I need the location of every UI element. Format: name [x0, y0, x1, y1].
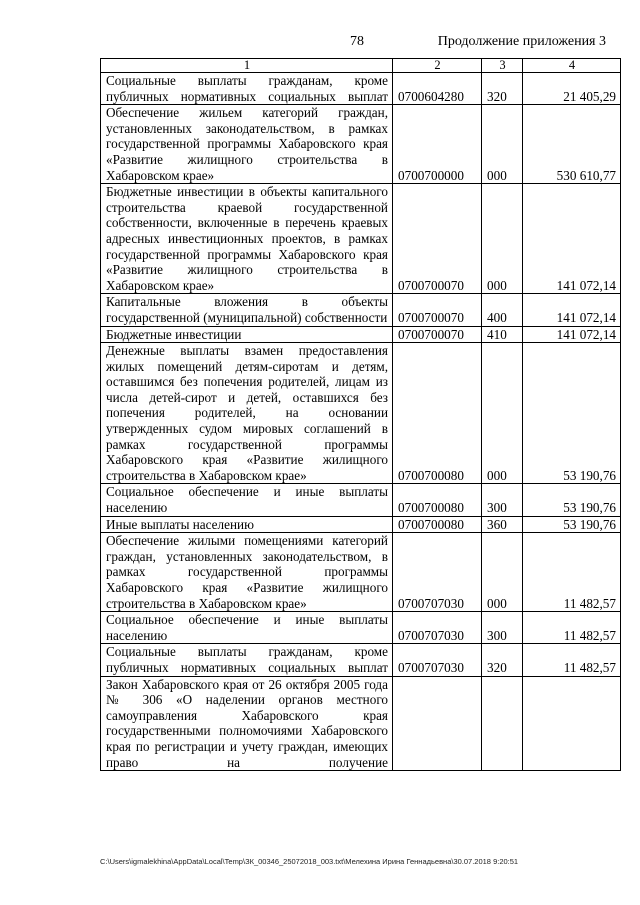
row-name: Денежные выплаты взамен предоставления жилых помещений детям-сиротам и детям, оставшимся без попечения родителей, лицам из числа детей-сирот и детей, оставшихся без попечения родителей, на основании утвержденных судом мировых соглашений в рамках государственной программы Хабаровского края «Развитие жилищного строительства в Хабаровском крае» — [101, 343, 393, 484]
row-amount: 141 072,14 — [523, 294, 621, 326]
column-header: 4 — [523, 59, 621, 73]
table-row — [101, 105, 621, 184]
row-kind: 400 — [482, 294, 523, 326]
row-code: 0700700080 — [393, 343, 482, 484]
row-name: Бюджетные инвестиции в объекты капитального строительства краевой государственной собственности, включенные в перечень краевых адресных инвестиционных проектов, в рамках государственной программы Хабаровского края «Развитие жилищного строительства в Хабаровском крае» — [101, 184, 393, 294]
row-amount: 141 072,14 — [523, 184, 621, 294]
row-code: 0700700070 — [393, 326, 482, 343]
row-amount: 53 190,76 — [523, 516, 621, 533]
table-row — [101, 343, 621, 484]
row-name: Социальное обеспечение и иные выплаты населению — [101, 484, 393, 516]
row-kind: 300 — [482, 612, 523, 644]
footer-file-path: C:\Users\igmalekhina\AppData\Local\Temp\ЗК_00346_25072018_003.txt\Мелехина Ирина Геннадьевна\30.07.2018 9:20:51 — [100, 857, 519, 866]
row-code: 0700700070 — [393, 184, 482, 294]
row-kind: 320 — [482, 644, 523, 676]
table-header-row — [101, 59, 621, 73]
row-amount: 21 405,29 — [523, 73, 621, 105]
table-row — [101, 326, 621, 343]
row-amount: 53 190,76 — [523, 484, 621, 516]
row-kind: 410 — [482, 326, 523, 343]
row-name: Капитальные вложения в объекты государственной (муниципальной) собственности — [101, 294, 393, 326]
row-amount: 141 072,14 — [523, 326, 621, 343]
table-row — [101, 294, 621, 326]
table-row — [101, 676, 621, 771]
row-kind — [482, 676, 523, 771]
table-row — [101, 184, 621, 294]
row-name: Обеспечение жилыми помещениями категорий граждан, установленных законодательством, в рамках государственной программы Хабаровского края «Развитие жилищного строительства в Хабаровском крае» — [101, 533, 393, 612]
row-code — [393, 676, 482, 771]
row-code: 0700700070 — [393, 294, 482, 326]
row-kind: 000 — [482, 343, 523, 484]
table-row — [101, 516, 621, 533]
row-kind: 360 — [482, 516, 523, 533]
row-amount: 53 190,76 — [523, 343, 621, 484]
row-name: Социальные выплаты гражданам, кроме публичных нормативных социальных выплат — [101, 73, 393, 105]
row-name: Закон Хабаровского края от 26 октября 2005 года № 306 «О наделении органов местного самоуправления Хабаровского края государственными полномочиями Хабаровского края по регистрации и учету граждан, имеющих право на получение — [101, 676, 393, 771]
row-name: Иные выплаты населению — [101, 516, 393, 533]
row-kind: 000 — [482, 105, 523, 184]
column-header: 1 — [101, 59, 393, 73]
row-code: 0700707030 — [393, 612, 482, 644]
column-header: 3 — [482, 59, 523, 73]
row-code: 0700700000 — [393, 105, 482, 184]
row-name: Обеспечение жильем категорий граждан, установленных законодательством, в рамках государственной программы Хабаровского края «Развитие жилищного строительства в Хабаровском крае» — [101, 105, 393, 184]
row-amount — [523, 676, 621, 771]
budget-table — [100, 58, 621, 771]
row-kind: 000 — [482, 184, 523, 294]
row-amount: 11 482,57 — [523, 533, 621, 612]
table-row — [101, 73, 621, 105]
table-row — [101, 484, 621, 516]
row-code: 0700707030 — [393, 533, 482, 612]
row-code: 0700707030 — [393, 644, 482, 676]
row-kind: 000 — [482, 533, 523, 612]
row-amount: 530 610,77 — [523, 105, 621, 184]
row-amount: 11 482,57 — [523, 612, 621, 644]
row-kind: 320 — [482, 73, 523, 105]
row-name: Социальное обеспечение и иные выплаты населению — [101, 612, 393, 644]
continuation-label: Продолжение приложения 3 — [437, 34, 606, 49]
table-row — [101, 644, 621, 676]
row-kind: 300 — [482, 484, 523, 516]
page-number: 78 — [350, 34, 364, 49]
row-name: Социальные выплаты гражданам, кроме публичных нормативных социальных выплат — [101, 644, 393, 676]
column-header: 2 — [393, 59, 482, 73]
row-code: 0700604280 — [393, 73, 482, 105]
row-amount: 11 482,57 — [523, 644, 621, 676]
row-code: 0700700080 — [393, 516, 482, 533]
row-name: Бюджетные инвестиции — [101, 326, 393, 343]
row-code: 0700700080 — [393, 484, 482, 516]
table-row — [101, 612, 621, 644]
table-row — [101, 533, 621, 612]
